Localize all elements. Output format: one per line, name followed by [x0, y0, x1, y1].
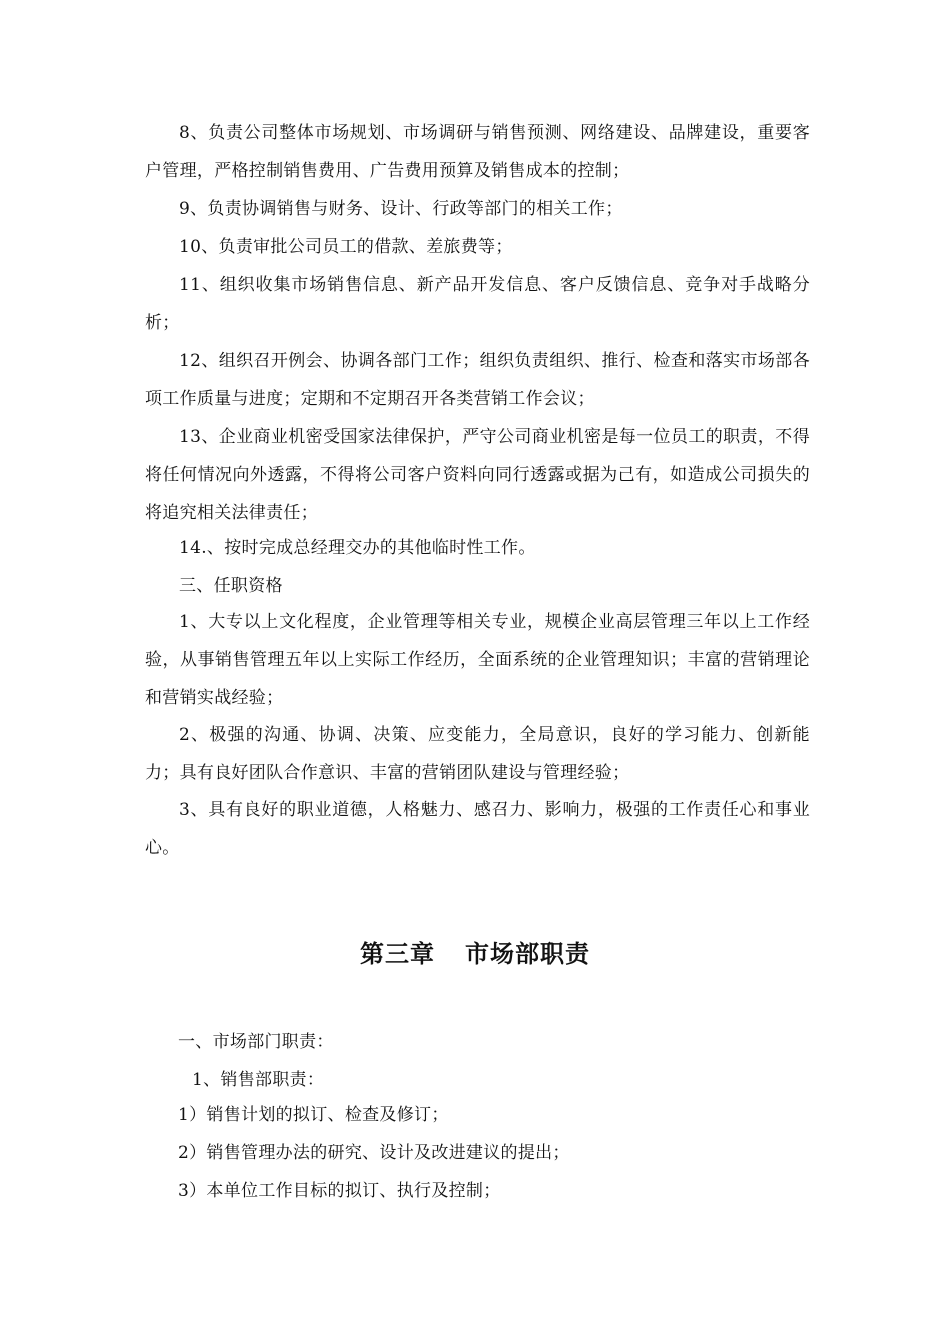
chapter-number: 第三章 [360, 939, 435, 968]
paragraph-item-10: 10、负责审批公司员工的借款、差旅费等； [179, 237, 513, 257]
list-item-1: 1）销售计划的拟订、检查及修订； [178, 1105, 449, 1125]
paragraph-item-13: 13、企业商业机密受国家法律保护，严守公司商业机密是每一位员工的职责，不得将任何情况向外透露，不得将公司客户资料向同行透露或据为己有，如造成公司损失的将追究相关法律责任； [145, 427, 810, 523]
qualification-item-1: 1、大专以上文化程度，企业管理等相关专业，规模企业高层管理三年以上工作经验，从事销售管理五年以上实际工作经历，全面系统的企业管理知识；丰富的营销理论和营销实战经验； [145, 612, 810, 708]
paragraph-item-9: 9、负责协调销售与财务、设计、行政等部门的相关工作； [179, 199, 623, 219]
paragraph-item-14: 14.、按时完成总经理交办的其他临时性工作。 [179, 538, 536, 558]
chapter-heading [0, 932, 950, 976]
paragraph-item-11: 11、组织收集市场销售信息、新产品开发信息、客户反馈信息、竞争对手战略分析； [145, 275, 810, 333]
chapter-title: 市场部职责 [465, 939, 590, 968]
paragraph-item-12: 12、组织召开例会、协调各部门工作；组织负责组织、推行、检查和落实市场部各项工作质量与进度；定期和不定期召开各类营销工作会议； [145, 351, 810, 409]
sales-duties-heading: 1、销售部职责： [192, 1070, 325, 1090]
list-item-3: 3）本单位工作目标的拟订、执行及控制； [178, 1181, 501, 1201]
section-heading-qualifications: 三、任职资格 [179, 576, 283, 596]
department-duties-heading: 一、市场部门职责： [178, 1032, 334, 1052]
qualification-item-3: 3、具有良好的职业道德，人格魅力、感召力、影响力，极强的工作责任心和事业心。 [145, 800, 810, 858]
qualification-item-2: 2、极强的沟通、协调、决策、应变能力，全局意识，良好的学习能力、创新能力；具有良好团队合作意识、丰富的营销团队建设与管理经验； [145, 725, 810, 783]
list-item-2: 2）销售管理办法的研究、设计及改进建议的提出； [178, 1143, 570, 1163]
paragraph-item-8: 8、负责公司整体市场规划、市场调研与销售预测、网络建设、品牌建设，重要客户管理，严格控制销售费用、广告费用预算及销售成本的控制； [145, 123, 810, 181]
